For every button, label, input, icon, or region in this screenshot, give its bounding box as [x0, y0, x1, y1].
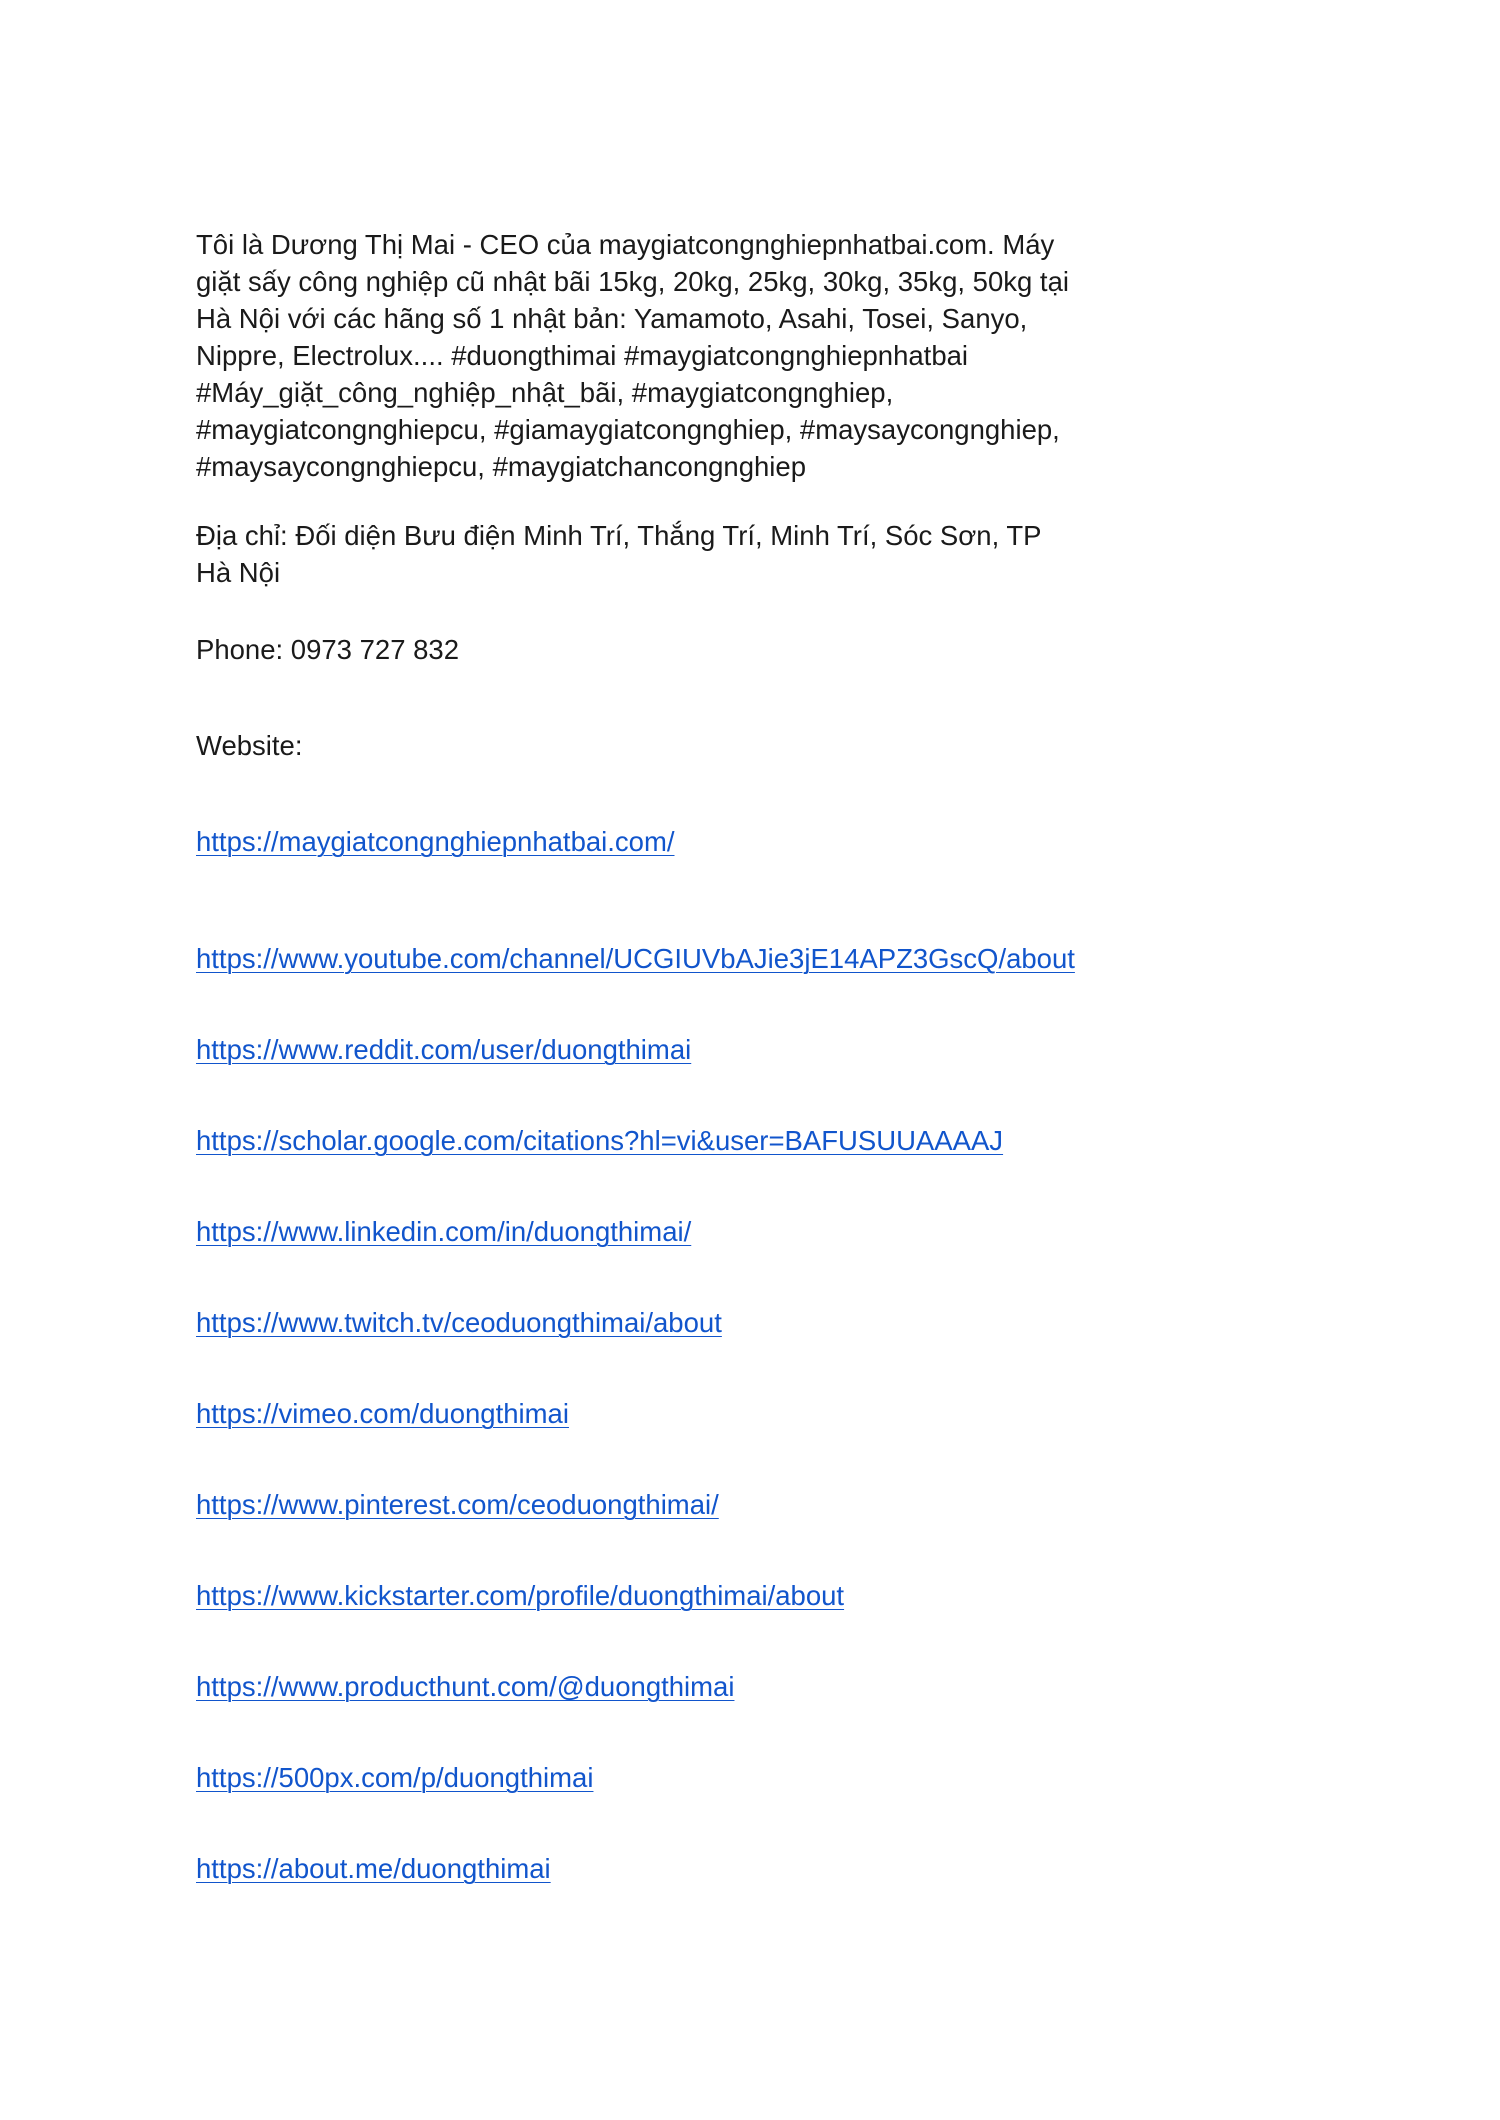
link-item [196, 1395, 1096, 1432]
intro-line: giặt sấy công nghiệp cũ nhật bãi 15kg, 20kg, 25kg, 30kg, 35kg, 50kg tại [196, 266, 1069, 297]
link-item [196, 1122, 1096, 1159]
link-item [196, 1577, 1096, 1614]
intro-line: Nippre, Electrolux.... #duongthimai #maygiatcongnghiepnhatbai [196, 340, 969, 371]
link-item [196, 1304, 1096, 1341]
youtube-link[interactable]: https://www.youtube.com/channel/UCGIUVbAJie3jE14APZ3GscQ/about [196, 943, 1075, 974]
link-item [196, 823, 1096, 860]
address-paragraph [196, 517, 1096, 591]
link-item [196, 1213, 1096, 1250]
intro-line: #Máy_giặt_công_nghiệp_nhật_bãi, #maygiatcongnghiep, [196, 377, 894, 408]
website-link-list [196, 823, 1096, 1887]
linkedin-link[interactable]: https://www.linkedin.com/in/duongthimai/ [196, 1216, 692, 1247]
vimeo-link[interactable]: https://vimeo.com/duongthimai [196, 1398, 569, 1429]
address-line: Địa chỉ: Đối diện Bưu điện Minh Trí, Thắng Trí, Minh Trí, Sóc Sơn, TP [196, 520, 1042, 551]
intro-line: #maysaycongnghiepcu, #maygiatchancongnghiep [196, 451, 807, 482]
aboutme-link[interactable]: https://about.me/duongthimai [196, 1853, 551, 1884]
document-body [196, 226, 1096, 1941]
pinterest-link[interactable]: https://www.pinterest.com/ceoduongthimai/ [196, 1489, 719, 1520]
link-item [196, 1486, 1096, 1523]
twitch-link[interactable]: https://www.twitch.tv/ceoduongthimai/about [196, 1307, 722, 1338]
link-item [196, 1850, 1096, 1887]
reddit-link[interactable]: https://www.reddit.com/user/duongthimai [196, 1034, 692, 1065]
link-item [196, 1759, 1096, 1796]
website-link[interactable]: https://maygiatcongnghiepnhatbai.com/ [196, 826, 675, 857]
link-item [196, 940, 1096, 977]
intro-line: Hà Nội với các hãng số 1 nhật bản: Yamamoto, Asahi, Tosei, Sanyo, [196, 303, 1028, 334]
500px-link[interactable]: https://500px.com/p/duongthimai [196, 1762, 594, 1793]
intro-paragraph [196, 226, 1096, 485]
link-item [196, 1031, 1096, 1068]
scholar-link[interactable]: https://scholar.google.com/citations?hl=vi&user=BAFUSUUAAAAJ [196, 1125, 1004, 1156]
address-line: Hà Nội [196, 557, 281, 588]
website-label: Website: [196, 730, 303, 761]
phone-text: Phone: 0973 727 832 [196, 634, 460, 665]
link-item [196, 1668, 1096, 1705]
intro-line: Tôi là Dương Thị Mai - CEO của maygiatcongnghiepnhatbai.com. Máy [196, 229, 1055, 260]
intro-line: #maygiatcongnghiepcu, #giamaygiatcongnghiep, #maysaycongnghiep, [196, 414, 1060, 445]
producthunt-link[interactable]: https://www.producthunt.com/@duongthimai [196, 1671, 735, 1702]
kickstarter-link[interactable]: https://www.kickstarter.com/profile/duongthimai/about [196, 1580, 845, 1611]
